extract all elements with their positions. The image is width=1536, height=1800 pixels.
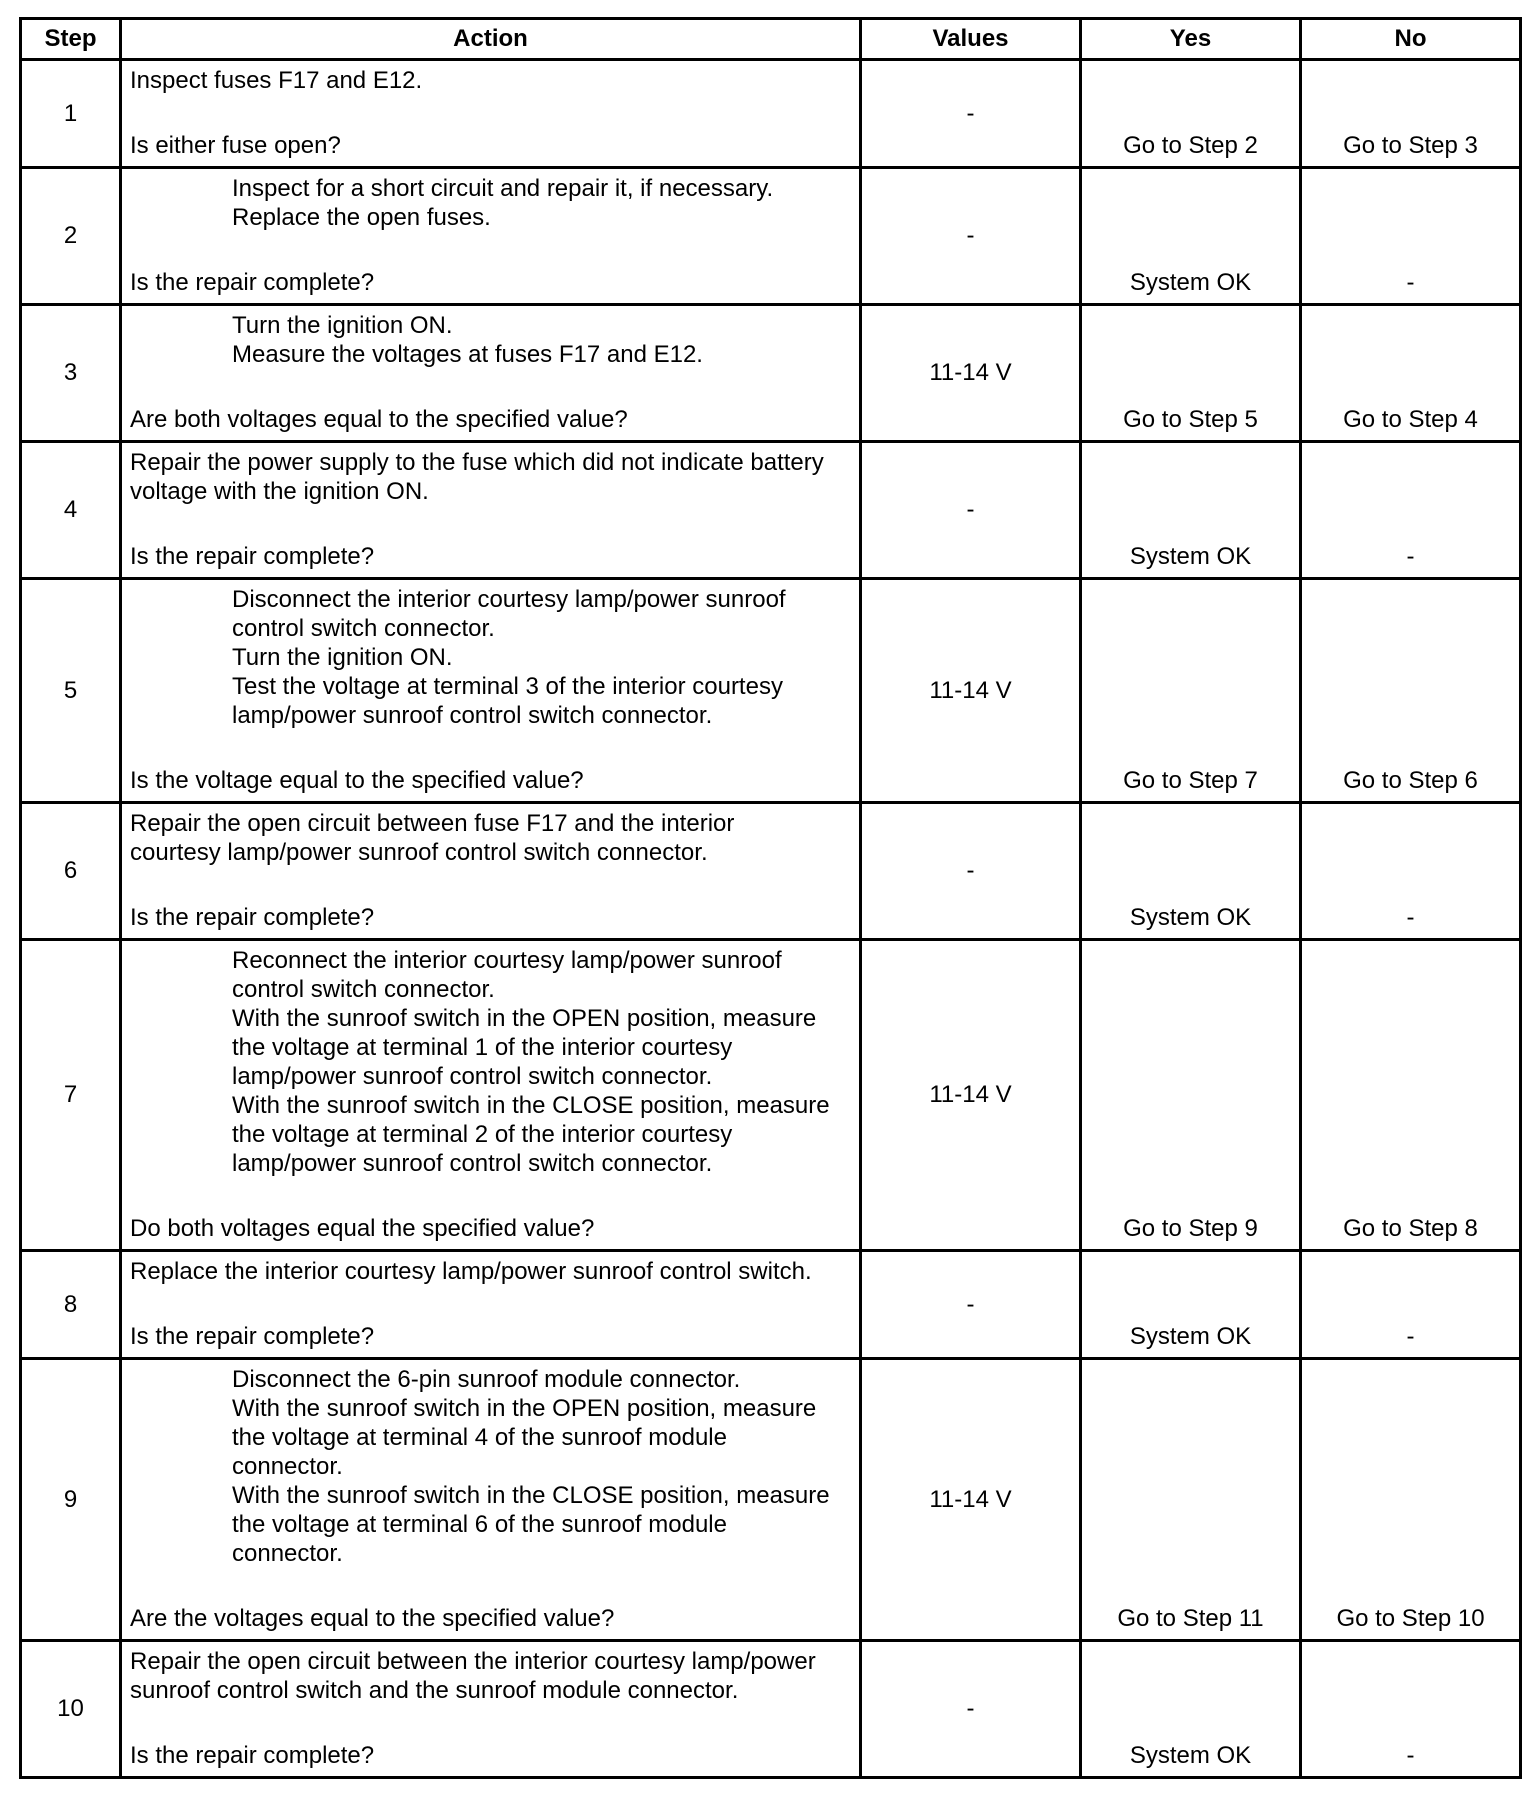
yes-cell [1081, 1641, 1301, 1778]
action-line: control switch connector. [232, 976, 495, 1003]
action-line: Inspect for a short circuit and repair it, if necessary. [232, 175, 774, 202]
action-line: connector. [232, 1540, 343, 1567]
table-row [21, 305, 1521, 442]
table-row [21, 940, 1521, 1251]
action-question: Is the voltage equal to the specified value? [130, 767, 584, 794]
no-result: - [1406, 543, 1415, 570]
step-number: 6 [21, 803, 121, 940]
table-row [21, 1251, 1521, 1359]
table-row [21, 442, 1521, 579]
action-cell [121, 579, 861, 803]
action-question: Are both voltages equal to the specified value? [130, 406, 628, 433]
action-line: Turn the ignition ON. [232, 312, 453, 339]
action-line: control switch connector. [232, 615, 495, 642]
yes-result: Go to Step 7 [1123, 767, 1258, 794]
no-cell [1301, 1359, 1521, 1641]
action-line: the voltage at terminal 2 of the interior courtesy [232, 1121, 733, 1148]
step-number: 8 [21, 1251, 121, 1359]
action-cell [121, 940, 861, 1251]
action-cell [121, 1359, 861, 1641]
yes-cell [1081, 1251, 1301, 1359]
step-number: 10 [21, 1641, 121, 1778]
action-cell [121, 168, 861, 305]
header-action: Action [121, 19, 861, 60]
header-step: Step [21, 19, 121, 60]
action-line: Inspect fuses F17 and E12. [130, 67, 423, 94]
action-question: Do both voltages equal the specified value? [130, 1215, 595, 1242]
action-line: lamp/power sunroof control switch connector. [232, 1063, 713, 1090]
action-line: Replace the open fuses. [232, 204, 491, 231]
value-cell: 11-14 V [861, 940, 1081, 1251]
action-cell [121, 1641, 861, 1778]
no-result: - [1406, 904, 1415, 931]
action-line: sunroof control switch and the sunroof module connector. [130, 1677, 739, 1704]
diagnostic-table [19, 17, 1522, 1779]
yes-result: Go to Step 2 [1123, 132, 1258, 159]
step-number: 4 [21, 442, 121, 579]
table-row [21, 579, 1521, 803]
yes-cell [1081, 1359, 1301, 1641]
no-cell [1301, 940, 1521, 1251]
no-cell [1301, 168, 1521, 305]
value-cell: - [861, 168, 1081, 305]
yes-cell [1081, 168, 1301, 305]
action-line: With the sunroof switch in the OPEN position, measure [232, 1005, 817, 1032]
action-question: Is either fuse open? [130, 132, 341, 159]
no-result: Go to Step 6 [1343, 767, 1478, 794]
action-cell [121, 442, 861, 579]
action-line: Measure the voltages at fuses F17 and E12. [232, 341, 703, 368]
yes-cell [1081, 60, 1301, 168]
header-no: No [1301, 19, 1521, 60]
yes-cell [1081, 579, 1301, 803]
action-line: With the sunroof switch in the CLOSE position, measure [232, 1092, 830, 1119]
value-cell: - [861, 60, 1081, 168]
action-line: connector. [232, 1453, 343, 1480]
value-cell: - [861, 1251, 1081, 1359]
yes-result: Go to Step 9 [1123, 1215, 1258, 1242]
yes-result: Go to Step 5 [1123, 406, 1258, 433]
yes-result: System OK [1129, 1323, 1252, 1350]
step-number: 3 [21, 305, 121, 442]
action-line: Turn the ignition ON. [232, 644, 453, 671]
action-question: Is the repair complete? [130, 904, 375, 931]
action-line: voltage with the ignition ON. [130, 478, 429, 505]
value-cell: - [861, 442, 1081, 579]
table-body [21, 60, 1521, 1778]
action-cell [121, 305, 861, 442]
no-cell [1301, 1251, 1521, 1359]
yes-cell [1081, 305, 1301, 442]
table-row [21, 60, 1521, 168]
action-line: Disconnect the 6-pin sunroof module connector. [232, 1366, 741, 1393]
table-row [21, 1359, 1521, 1641]
action-cell [121, 1251, 861, 1359]
action-line: Repair the power supply to the fuse which did not indicate battery [130, 449, 824, 476]
header-yes: Yes [1081, 19, 1301, 60]
no-result: Go to Step 8 [1343, 1215, 1478, 1242]
yes-result: System OK [1129, 904, 1252, 931]
action-line: Reconnect the interior courtesy lamp/power sunroof [232, 947, 782, 974]
action-question: Is the repair complete? [130, 1742, 375, 1769]
action-line: the voltage at terminal 1 of the interior courtesy [232, 1034, 733, 1061]
step-number: 2 [21, 168, 121, 305]
action-line: Disconnect the interior courtesy lamp/power sunroof [232, 586, 786, 613]
yes-cell [1081, 803, 1301, 940]
value-cell: 11-14 V [861, 1359, 1081, 1641]
action-line: Replace the interior courtesy lamp/power sunroof control switch. [130, 1258, 812, 1285]
action-cell [121, 803, 861, 940]
action-question: Is the repair complete? [130, 543, 375, 570]
action-line: Test the voltage at terminal 3 of the interior courtesy [232, 673, 783, 700]
step-number: 9 [21, 1359, 121, 1641]
action-line: the voltage at terminal 4 of the sunroof module [232, 1424, 727, 1451]
action-line: With the sunroof switch in the CLOSE position, measure [232, 1482, 830, 1509]
no-cell [1301, 579, 1521, 803]
no-cell [1301, 60, 1521, 168]
action-line: With the sunroof switch in the OPEN position, measure [232, 1395, 817, 1422]
yes-cell [1081, 442, 1301, 579]
step-number: 1 [21, 60, 121, 168]
no-cell [1301, 803, 1521, 940]
no-result: - [1406, 1742, 1415, 1769]
table-row [21, 1641, 1521, 1778]
no-cell [1301, 305, 1521, 442]
action-line: lamp/power sunroof control switch connector. [232, 702, 713, 729]
value-cell: 11-14 V [861, 579, 1081, 803]
step-number: 7 [21, 940, 121, 1251]
value-cell: - [861, 1641, 1081, 1778]
action-line: Repair the open circuit between the interior courtesy lamp/power [130, 1648, 816, 1675]
yes-result: System OK [1129, 269, 1252, 296]
no-result: - [1406, 269, 1415, 296]
table-row [21, 168, 1521, 305]
action-line: lamp/power sunroof control switch connector. [232, 1150, 713, 1177]
value-cell: 11-14 V [861, 305, 1081, 442]
action-line: Repair the open circuit between fuse F17 and the interior [130, 810, 735, 837]
action-line: the voltage at terminal 6 of the sunroof module [232, 1511, 727, 1538]
yes-result: Go to Step 11 [1117, 1605, 1264, 1632]
action-cell [121, 60, 861, 168]
step-number: 5 [21, 579, 121, 803]
yes-result: System OK [1129, 1742, 1252, 1769]
header-row [21, 19, 1521, 60]
action-line: courtesy lamp/power sunroof control switch connector. [130, 839, 708, 866]
action-question: Is the repair complete? [130, 1323, 375, 1350]
no-cell [1301, 1641, 1521, 1778]
no-result: Go to Step 10 [1336, 1605, 1485, 1632]
no-result: - [1406, 1323, 1415, 1350]
no-cell [1301, 442, 1521, 579]
table-row [21, 803, 1521, 940]
yes-cell [1081, 940, 1301, 1251]
no-result: Go to Step 3 [1343, 132, 1478, 159]
yes-result: System OK [1129, 543, 1252, 570]
action-question: Are the voltages equal to the specified value? [130, 1605, 615, 1632]
value-cell: - [861, 803, 1081, 940]
no-result: Go to Step 4 [1343, 406, 1478, 433]
action-question: Is the repair complete? [130, 269, 375, 296]
header-values: Values [861, 19, 1081, 60]
